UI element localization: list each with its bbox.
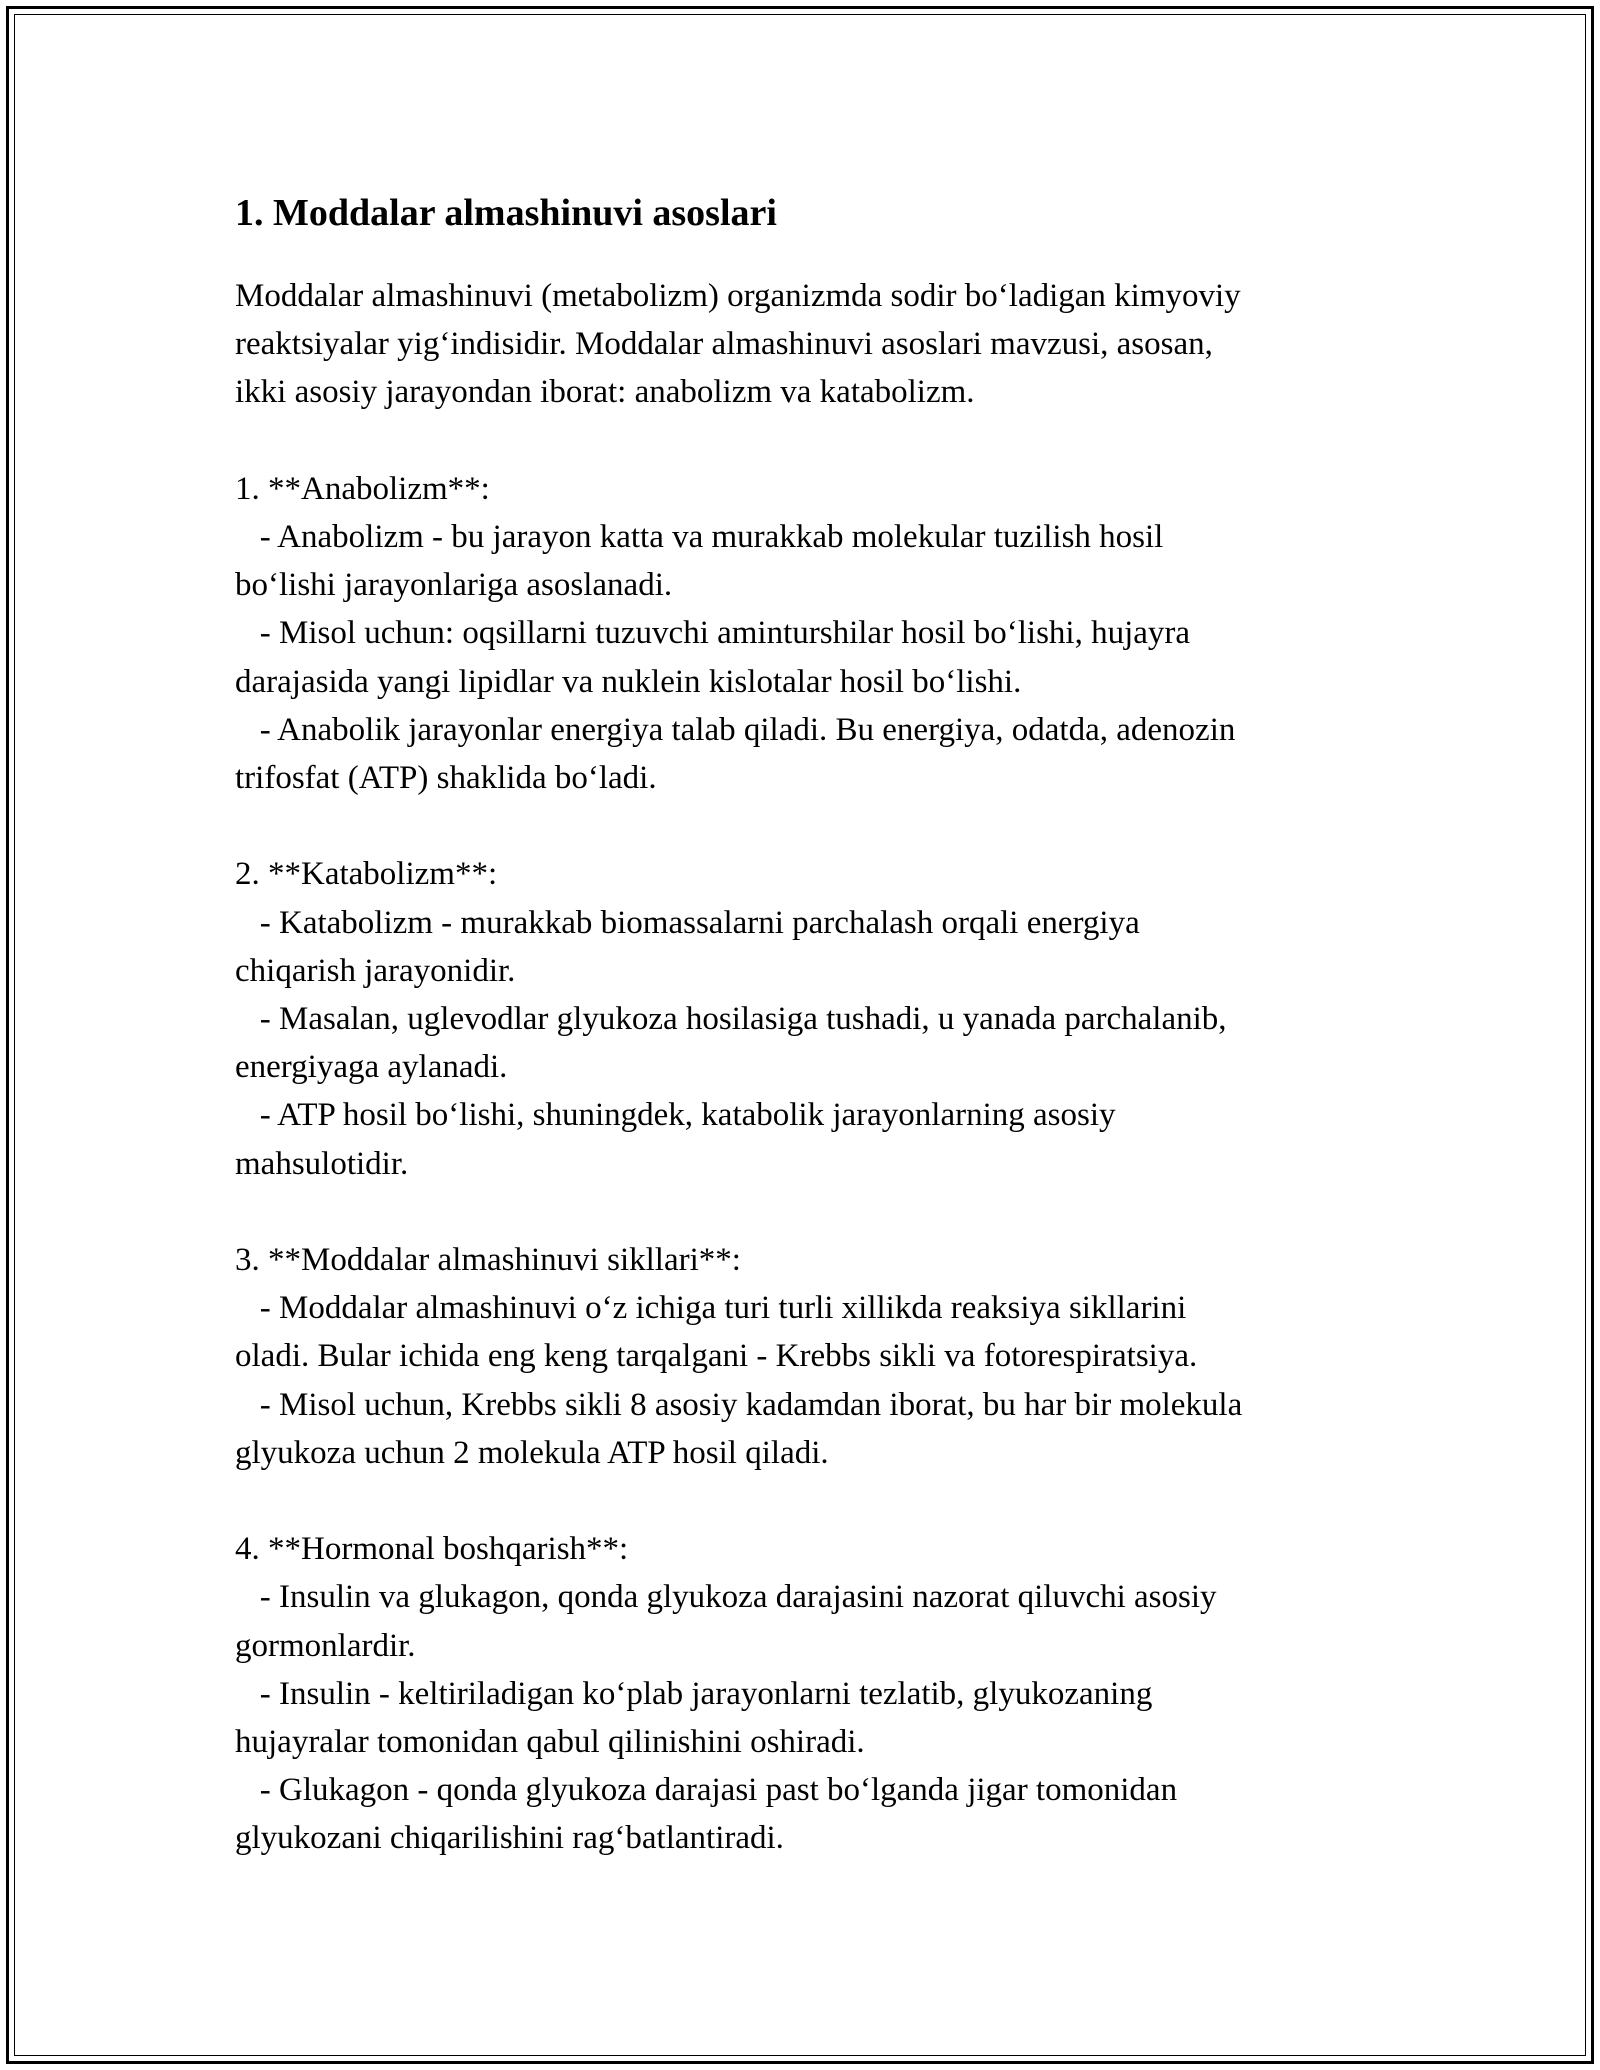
- section-hormonal: [235, 1525, 1385, 1862]
- section-line: oladi. Bular ichida eng keng tarqalgani - Krebbs sikli va fotorespiratsiya.: [235, 1338, 1198, 1375]
- section-line: - Insulin - keltiriladigan ko‘plab jarayonlarni tezlatib, glyukozaning: [235, 1675, 1153, 1712]
- section-heading: 3. **Moddalar almashinuvi sikllari**:: [235, 1242, 741, 1279]
- section-line: mahsulotidir.: [235, 1145, 409, 1182]
- section-line: glyukozani chiqarilishini rag‘batlantiradi.: [235, 1820, 784, 1857]
- intro-line: reaktsiyalar yig‘indisidir. Moddalar almashinuvi asoslari mavzusi, asosan,: [235, 326, 1213, 363]
- section-line: trifosfat (ATP) shaklida bo‘ladi.: [235, 760, 657, 797]
- section-line: - Glukagon - qonda glyukoza darajasi past bo‘lganda jigar tomonidan: [235, 1772, 1178, 1809]
- section-line: - Masalan, uglevodlar glyukoza hosilasiga tushadi, u yanada parchalanib,: [235, 1001, 1227, 1038]
- section-heading: 4. **Hormonal boshqarish**:: [235, 1531, 629, 1568]
- intro-line: ikki asosiy jarayondan iborat: anabolizm va katabolizm.: [235, 374, 975, 411]
- section-line: - Anabolik jarayonlar energiya talab qiladi. Bu energiya, odatda, adenozin: [235, 711, 1236, 748]
- section-line: chiqarish jarayonidir.: [235, 952, 516, 989]
- section-heading: 1. **Anabolizm**:: [235, 470, 490, 507]
- section-line: glyukoza uchun 2 molekula ATP hosil qiladi.: [235, 1434, 829, 1471]
- section-line: darajasida yangi lipidlar va nuklein kislotalar hosil bo‘lishi.: [235, 663, 1022, 700]
- section-anabolizm: [235, 465, 1385, 802]
- section-line: hujayralar tomonidan qabul qilinishini oshiradi.: [235, 1724, 865, 1761]
- section-heading: 2. **Katabolizm**:: [235, 856, 498, 893]
- section-line: - Anabolizm - bu jarayon katta va murakkab molekular tuzilish hosil: [235, 519, 1164, 555]
- section-line: - Misol uchun: oqsillarni tuzuvchi aminturshilar hosil bo‘lishi, hujayra: [235, 615, 1191, 652]
- section-line: - Moddalar almashinuvi o‘z ichiga turi turli xillikda reaksiya sikllarini: [235, 1290, 1187, 1327]
- section-line: - Insulin va glukagon, qonda glyukoza darajasini nazorat qiluvchi asosiy: [235, 1579, 1217, 1616]
- document-body: [235, 185, 1385, 1863]
- section-sikllar: [235, 1236, 1385, 1477]
- section-line: - ATP hosil bo‘lishi, shuningdek, katabolik jarayonlarning asosiy: [235, 1097, 1116, 1134]
- section-line: - Misol uchun, Krebbs sikli 8 asosiy kadamdan iborat, bu har bir molekula: [235, 1386, 1243, 1423]
- document-title: 1. Moddalar almashinuvi asoslari: [235, 192, 777, 234]
- intro-paragraph: [235, 272, 1385, 417]
- section-line: - Katabolizm - murakkab biomassalarni parchalash orqali energiya: [235, 904, 1140, 941]
- section-katabolizm: [235, 850, 1385, 1187]
- section-line: energiyaga aylanadi.: [235, 1049, 508, 1086]
- section-line: bo‘lishi jarayonlariga asoslanadi.: [235, 567, 673, 604]
- intro-line: Moddalar almashinuvi (metabolizm) organizmda sodir bo‘ladigan kimyoviy: [235, 278, 1241, 314]
- section-line: gormonlardir.: [235, 1627, 416, 1664]
